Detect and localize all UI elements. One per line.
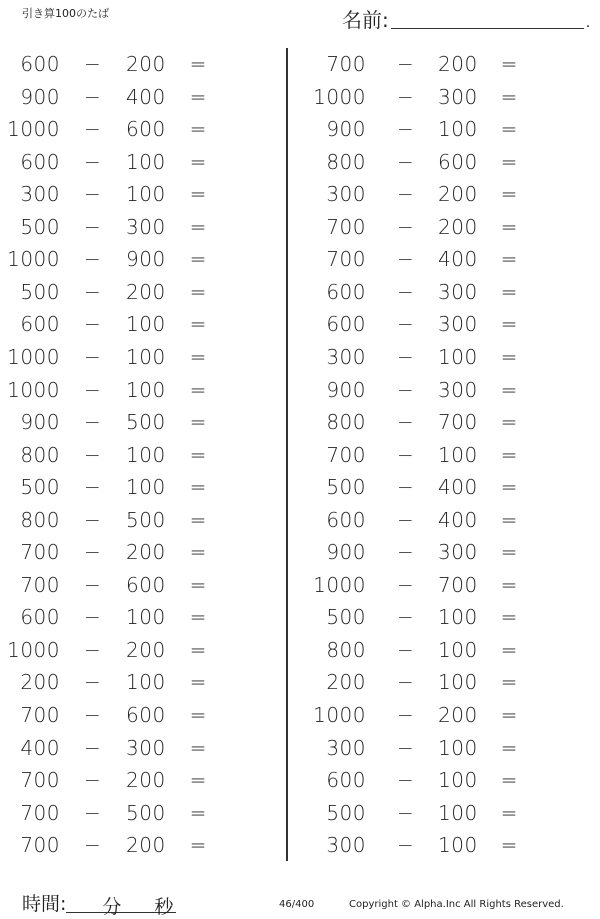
problem-row bbox=[312, 277, 572, 307]
problem-row bbox=[312, 49, 572, 79]
minus-sign: − bbox=[397, 507, 414, 532]
problem-row bbox=[0, 49, 260, 79]
subtrahend: 500 bbox=[126, 410, 166, 435]
subtrahend: 200 bbox=[438, 214, 478, 239]
equals-sign: = bbox=[500, 572, 518, 597]
problem-row bbox=[0, 700, 260, 730]
minus-sign: − bbox=[84, 735, 101, 760]
problem-row bbox=[0, 635, 260, 665]
minus-sign: − bbox=[84, 214, 101, 239]
copyright-notice: Copyright © Alpha.Inc All Rights Reserved. bbox=[349, 899, 564, 910]
problem-row bbox=[0, 82, 260, 112]
equals-sign: = bbox=[500, 149, 518, 174]
minus-sign: − bbox=[84, 475, 101, 500]
minus-sign: − bbox=[84, 637, 101, 662]
equals-sign: = bbox=[189, 800, 207, 825]
problem-row bbox=[0, 733, 260, 763]
equals-sign: = bbox=[500, 703, 518, 727]
subtrahend: 400 bbox=[438, 247, 478, 272]
subtrahend: 300 bbox=[126, 214, 166, 239]
equals-sign: = bbox=[189, 442, 207, 467]
minuend: 600 bbox=[20, 52, 60, 76]
problem-row bbox=[312, 635, 572, 665]
minuend: 200 bbox=[326, 670, 366, 695]
problem-row bbox=[312, 407, 572, 437]
minutes-label: 分 bbox=[102, 896, 122, 918]
problem-row bbox=[0, 277, 260, 307]
problem-row bbox=[312, 147, 572, 177]
subtrahend: 500 bbox=[126, 800, 166, 825]
subtrahend: 200 bbox=[438, 182, 478, 207]
minus-sign: − bbox=[397, 703, 414, 727]
minuend: 700 bbox=[326, 442, 366, 467]
minuend: 1000 bbox=[7, 637, 60, 662]
minuend: 300 bbox=[326, 735, 366, 760]
subtrahend: 100 bbox=[126, 442, 166, 467]
problem-row bbox=[312, 830, 572, 860]
subtrahend: 200 bbox=[126, 768, 166, 793]
problem-row bbox=[312, 179, 572, 209]
minuend: 600 bbox=[326, 279, 366, 304]
equals-sign: = bbox=[500, 833, 518, 858]
minus-sign: − bbox=[84, 768, 101, 793]
subtrahend: 100 bbox=[438, 800, 478, 825]
minus-sign: − bbox=[397, 117, 414, 142]
minuend: 600 bbox=[20, 149, 60, 174]
equals-sign: = bbox=[189, 670, 207, 695]
name-end-mark: . bbox=[585, 15, 591, 31]
subtrahend: 200 bbox=[126, 52, 166, 76]
minuend: 700 bbox=[20, 800, 60, 825]
minuend: 1000 bbox=[7, 247, 60, 272]
minus-sign: − bbox=[397, 377, 414, 402]
equals-sign: = bbox=[189, 344, 207, 369]
minus-sign: − bbox=[84, 182, 101, 207]
problem-row bbox=[0, 602, 260, 632]
minus-sign: − bbox=[84, 605, 101, 630]
problem-row bbox=[0, 440, 260, 470]
minuend: 600 bbox=[326, 507, 366, 532]
equals-sign: = bbox=[500, 182, 518, 207]
equals-sign: = bbox=[500, 670, 518, 695]
problem-row bbox=[0, 765, 260, 795]
subtrahend: 300 bbox=[438, 312, 478, 337]
minuend: 700 bbox=[20, 768, 60, 793]
problem-row bbox=[312, 570, 572, 600]
minus-sign: − bbox=[397, 572, 414, 597]
equals-sign: = bbox=[189, 410, 207, 435]
minus-sign: − bbox=[84, 344, 101, 369]
equals-sign: = bbox=[189, 182, 207, 207]
equals-sign: = bbox=[189, 247, 207, 272]
equals-sign: = bbox=[189, 475, 207, 500]
minus-sign: − bbox=[84, 377, 101, 402]
problem-row bbox=[312, 375, 572, 405]
minus-sign: − bbox=[397, 410, 414, 435]
subtrahend: 100 bbox=[126, 344, 166, 369]
subtrahend: 100 bbox=[126, 475, 166, 500]
minuend: 800 bbox=[326, 149, 366, 174]
subtrahend: 200 bbox=[126, 637, 166, 662]
problem-row bbox=[0, 342, 260, 372]
name-label: 名前: bbox=[342, 8, 389, 32]
minus-sign: − bbox=[397, 637, 414, 662]
minus-sign: − bbox=[397, 182, 414, 207]
minus-sign: − bbox=[397, 768, 414, 793]
problem-row bbox=[312, 342, 572, 372]
equals-sign: = bbox=[500, 247, 518, 272]
subtrahend: 100 bbox=[438, 344, 478, 369]
equals-sign: = bbox=[500, 214, 518, 239]
minus-sign: − bbox=[84, 312, 101, 337]
minuend: 700 bbox=[20, 703, 60, 727]
subtrahend: 100 bbox=[126, 377, 166, 402]
minus-sign: − bbox=[84, 670, 101, 695]
subtrahend: 200 bbox=[438, 703, 478, 727]
problem-row bbox=[0, 114, 260, 144]
seconds-label: 秒 bbox=[154, 896, 174, 918]
equals-sign: = bbox=[189, 279, 207, 304]
subtrahend: 500 bbox=[126, 507, 166, 532]
minus-sign: − bbox=[397, 442, 414, 467]
equals-sign: = bbox=[500, 344, 518, 369]
minuend: 800 bbox=[326, 410, 366, 435]
minus-sign: − bbox=[397, 84, 414, 109]
minuend: 900 bbox=[326, 377, 366, 402]
column-divider bbox=[286, 48, 288, 861]
minus-sign: − bbox=[397, 149, 414, 174]
time-label: 時間: bbox=[22, 893, 67, 915]
problem-row bbox=[312, 505, 572, 535]
minuend: 500 bbox=[20, 279, 60, 304]
subtrahend: 200 bbox=[126, 540, 166, 565]
equals-sign: = bbox=[500, 605, 518, 630]
problem-row bbox=[0, 375, 260, 405]
minuend: 500 bbox=[20, 475, 60, 500]
problem-row bbox=[312, 700, 572, 730]
minuend: 1000 bbox=[313, 703, 366, 727]
equals-sign: = bbox=[189, 52, 207, 76]
minuend: 500 bbox=[326, 800, 366, 825]
equals-sign: = bbox=[500, 117, 518, 142]
minus-sign: − bbox=[397, 214, 414, 239]
problem-row bbox=[312, 472, 572, 502]
subtrahend: 100 bbox=[126, 605, 166, 630]
subtrahend: 100 bbox=[438, 637, 478, 662]
equals-sign: = bbox=[189, 637, 207, 662]
minus-sign: − bbox=[397, 670, 414, 695]
minuend: 1000 bbox=[313, 572, 366, 597]
subtrahend: 400 bbox=[438, 475, 478, 500]
minuend: 900 bbox=[20, 84, 60, 109]
minus-sign: − bbox=[397, 279, 414, 304]
minuend: 700 bbox=[20, 572, 60, 597]
problem-row bbox=[0, 407, 260, 437]
minus-sign: − bbox=[397, 312, 414, 337]
problem-row bbox=[312, 733, 572, 763]
subtrahend: 100 bbox=[126, 149, 166, 174]
minuend: 500 bbox=[326, 475, 366, 500]
problem-row bbox=[0, 244, 260, 274]
minus-sign: − bbox=[397, 833, 414, 858]
minuend: 600 bbox=[20, 312, 60, 337]
problem-row bbox=[312, 798, 572, 828]
minuend: 300 bbox=[326, 833, 366, 858]
subtrahend: 900 bbox=[126, 247, 166, 272]
minus-sign: − bbox=[84, 117, 101, 142]
minuend: 1000 bbox=[7, 377, 60, 402]
subtrahend: 100 bbox=[438, 735, 478, 760]
problem-row bbox=[0, 798, 260, 828]
problem-row bbox=[0, 830, 260, 860]
subtrahend: 700 bbox=[438, 572, 478, 597]
problem-row bbox=[0, 309, 260, 339]
problem-row bbox=[312, 82, 572, 112]
minus-sign: − bbox=[84, 52, 101, 76]
minuend: 600 bbox=[326, 312, 366, 337]
problem-row bbox=[0, 212, 260, 242]
subtrahend: 700 bbox=[438, 410, 478, 435]
problem-row bbox=[0, 667, 260, 697]
minus-sign: − bbox=[397, 735, 414, 760]
minus-sign: − bbox=[397, 247, 414, 272]
equals-sign: = bbox=[189, 605, 207, 630]
problem-row bbox=[0, 537, 260, 567]
subtrahend: 600 bbox=[438, 149, 478, 174]
subtrahend: 300 bbox=[438, 279, 478, 304]
problem-row bbox=[312, 765, 572, 795]
minuend: 900 bbox=[326, 540, 366, 565]
problem-row bbox=[0, 505, 260, 535]
minuend: 300 bbox=[20, 182, 60, 207]
problem-row bbox=[312, 244, 572, 274]
minuend: 800 bbox=[20, 442, 60, 467]
minuend: 700 bbox=[326, 214, 366, 239]
minuend: 300 bbox=[326, 182, 366, 207]
equals-sign: = bbox=[189, 312, 207, 337]
problem-row bbox=[312, 114, 572, 144]
subtrahend: 300 bbox=[438, 377, 478, 402]
equals-sign: = bbox=[189, 507, 207, 532]
subtrahend: 400 bbox=[438, 507, 478, 532]
equals-sign: = bbox=[500, 312, 518, 337]
subtrahend: 600 bbox=[126, 117, 166, 142]
minuend: 500 bbox=[20, 214, 60, 239]
minus-sign: − bbox=[84, 703, 101, 727]
minuend: 1000 bbox=[313, 84, 366, 109]
minus-sign: − bbox=[84, 247, 101, 272]
minus-sign: − bbox=[84, 279, 101, 304]
subtrahend: 600 bbox=[126, 703, 166, 727]
minuend: 900 bbox=[326, 117, 366, 142]
equals-sign: = bbox=[500, 377, 518, 402]
minus-sign: − bbox=[84, 800, 101, 825]
subtrahend: 300 bbox=[438, 540, 478, 565]
subtrahend: 200 bbox=[126, 279, 166, 304]
minuend: 500 bbox=[326, 605, 366, 630]
worksheet-title: 引き算100のたば bbox=[22, 7, 109, 20]
problem-row bbox=[312, 440, 572, 470]
minuend: 400 bbox=[20, 735, 60, 760]
equals-sign: = bbox=[189, 84, 207, 109]
subtrahend: 300 bbox=[126, 735, 166, 760]
equals-sign: = bbox=[500, 475, 518, 500]
subtrahend: 200 bbox=[438, 52, 478, 76]
equals-sign: = bbox=[500, 410, 518, 435]
minus-sign: − bbox=[397, 800, 414, 825]
minus-sign: − bbox=[84, 833, 101, 858]
minuend: 900 bbox=[20, 410, 60, 435]
equals-sign: = bbox=[500, 800, 518, 825]
equals-sign: = bbox=[500, 52, 518, 76]
minus-sign: − bbox=[397, 605, 414, 630]
equals-sign: = bbox=[500, 507, 518, 532]
equals-sign: = bbox=[500, 735, 518, 760]
subtrahend: 100 bbox=[438, 117, 478, 142]
equals-sign: = bbox=[189, 117, 207, 142]
subtrahend: 100 bbox=[438, 768, 478, 793]
minus-sign: − bbox=[84, 540, 101, 565]
equals-sign: = bbox=[500, 540, 518, 565]
equals-sign: = bbox=[500, 637, 518, 662]
minus-sign: − bbox=[84, 442, 101, 467]
problem-row bbox=[0, 147, 260, 177]
subtrahend: 100 bbox=[438, 670, 478, 695]
name-blank-line[interactable] bbox=[391, 10, 584, 29]
equals-sign: = bbox=[500, 84, 518, 109]
problem-row bbox=[0, 570, 260, 600]
minus-sign: − bbox=[84, 572, 101, 597]
minus-sign: − bbox=[397, 344, 414, 369]
problem-row bbox=[312, 537, 572, 567]
equals-sign: = bbox=[189, 377, 207, 402]
equals-sign: = bbox=[500, 768, 518, 793]
equals-sign: = bbox=[189, 149, 207, 174]
subtrahend: 200 bbox=[126, 833, 166, 858]
minuend: 1000 bbox=[7, 344, 60, 369]
equals-sign: = bbox=[500, 442, 518, 467]
subtrahend: 100 bbox=[126, 182, 166, 207]
problem-row bbox=[312, 309, 572, 339]
page-number: 46/400 bbox=[279, 899, 315, 910]
problem-row bbox=[312, 212, 572, 242]
time-blank-line[interactable] bbox=[66, 892, 176, 918]
equals-sign: = bbox=[189, 768, 207, 793]
minus-sign: − bbox=[397, 52, 414, 76]
problem-row bbox=[0, 472, 260, 502]
subtrahend: 100 bbox=[438, 605, 478, 630]
name-field bbox=[342, 4, 590, 33]
equals-sign: = bbox=[189, 703, 207, 727]
problem-row bbox=[0, 179, 260, 209]
minuend: 1000 bbox=[7, 117, 60, 142]
problem-row bbox=[312, 602, 572, 632]
equals-sign: = bbox=[189, 833, 207, 858]
minus-sign: − bbox=[84, 507, 101, 532]
problem-row bbox=[312, 667, 572, 697]
minuend: 800 bbox=[20, 507, 60, 532]
subtrahend: 100 bbox=[438, 442, 478, 467]
minus-sign: − bbox=[397, 475, 414, 500]
equals-sign: = bbox=[500, 279, 518, 304]
minuend: 700 bbox=[326, 247, 366, 272]
minuend: 800 bbox=[326, 637, 366, 662]
minuend: 600 bbox=[20, 605, 60, 630]
minuend: 200 bbox=[20, 670, 60, 695]
subtrahend: 100 bbox=[438, 833, 478, 858]
minus-sign: − bbox=[84, 410, 101, 435]
subtrahend: 600 bbox=[126, 572, 166, 597]
minus-sign: − bbox=[84, 149, 101, 174]
equals-sign: = bbox=[189, 735, 207, 760]
time-field bbox=[22, 889, 176, 916]
minuend: 300 bbox=[326, 344, 366, 369]
minus-sign: − bbox=[84, 84, 101, 109]
minus-sign: − bbox=[397, 540, 414, 565]
subtrahend: 100 bbox=[126, 312, 166, 337]
subtrahend: 100 bbox=[126, 670, 166, 695]
equals-sign: = bbox=[189, 540, 207, 565]
minuend: 700 bbox=[20, 540, 60, 565]
minuend: 700 bbox=[20, 833, 60, 858]
equals-sign: = bbox=[189, 214, 207, 239]
subtrahend: 400 bbox=[126, 84, 166, 109]
subtrahend: 300 bbox=[438, 84, 478, 109]
minuend: 700 bbox=[326, 52, 366, 76]
equals-sign: = bbox=[189, 572, 207, 597]
minuend: 600 bbox=[326, 768, 366, 793]
